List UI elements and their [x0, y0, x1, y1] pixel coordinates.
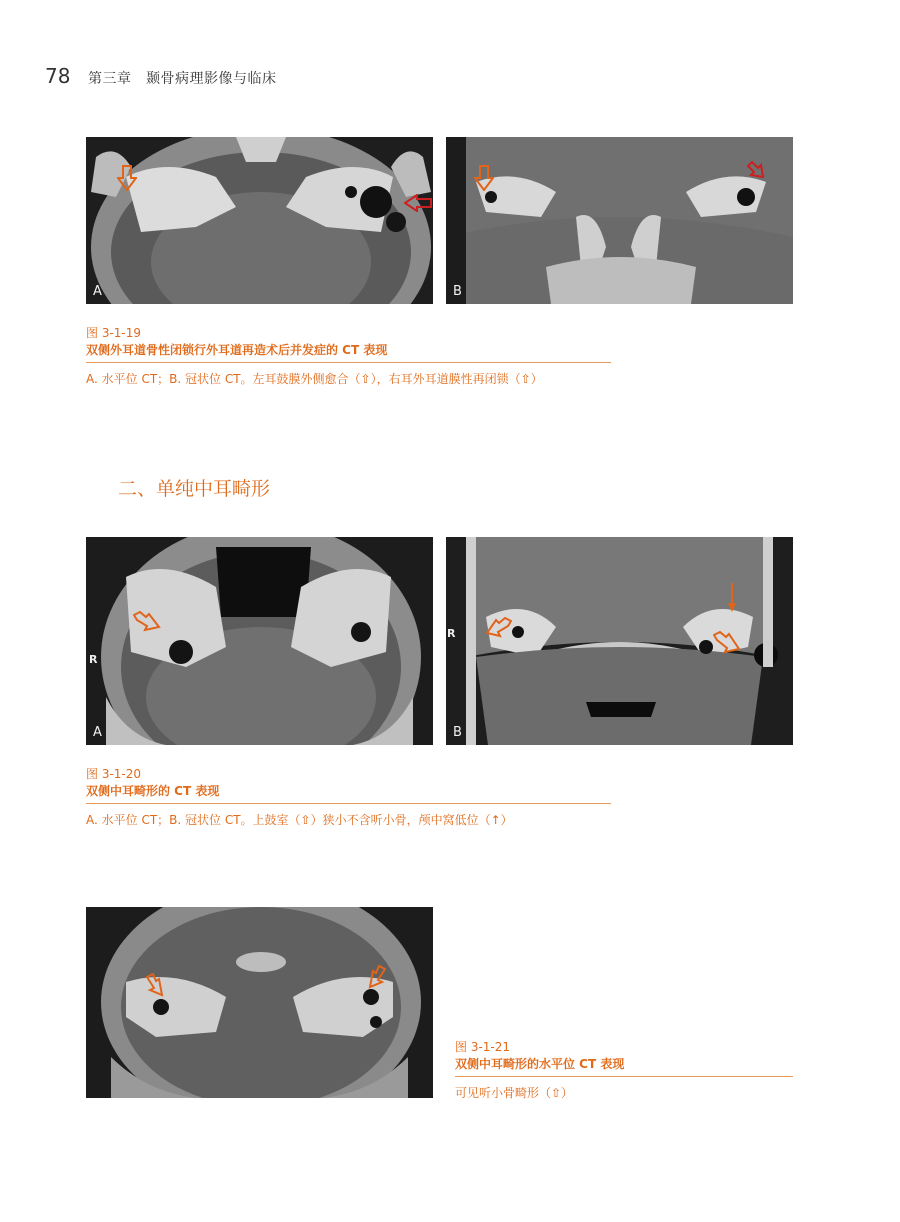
figure-title: 双侧中耳畸形的水平位 CT 表现: [455, 1057, 625, 1071]
hollow-arrow-icon: [474, 165, 494, 191]
ct-axial-image: [86, 907, 433, 1098]
figure-title: 双侧中耳畸形的 CT 表现: [86, 784, 220, 798]
hollow-arrow-icon: [146, 973, 168, 999]
hollow-arrow-icon: [486, 617, 512, 639]
figure-number: 图 3-1-20: [86, 767, 142, 781]
hollow-arrow-icon: [745, 159, 769, 183]
caption-rule: [86, 362, 611, 363]
hollow-arrow-icon: [117, 165, 137, 191]
figure-3-1-19-panel-b: [446, 137, 793, 304]
figure-3-1-21-image: [86, 907, 433, 1098]
panel-label: A: [93, 284, 102, 299]
caption-rule: [455, 1076, 793, 1077]
hollow-arrow-icon: [404, 194, 432, 212]
panel-label: A: [93, 725, 102, 740]
figure-3-1-20-panel-a: [86, 537, 433, 745]
thin-arrow-icon: [727, 583, 737, 613]
panel-label: B: [453, 284, 462, 299]
figure-caption: A. 水平位 CT；B. 冠状位 CT。左耳鼓膜外侧愈合（⇧），右耳外耳道膜性再闭锁（⇧）: [86, 372, 543, 386]
hollow-arrow-icon: [364, 965, 386, 991]
caption-rule: [86, 803, 611, 804]
figure-3-1-20-panel-b: [446, 537, 793, 745]
side-marker: R: [447, 627, 456, 640]
figure-caption: A. 水平位 CT；B. 冠状位 CT。上鼓室（⇧）狭小不含听小骨，颅中窝低位（↑）: [86, 813, 513, 827]
ct-axial-image: [86, 137, 433, 304]
figure-title: 双侧外耳道骨性闭锁行外耳道再造术后并发症的 CT 表现: [86, 343, 388, 357]
figure-3-1-19-panel-a: [86, 137, 433, 304]
page-number: 78: [45, 64, 71, 88]
chapter-title: 第三章 颞骨病理影像与临床: [88, 71, 277, 87]
figure-number: 图 3-1-21: [455, 1040, 511, 1054]
figure-caption: 可见听小骨畸形（⇧）: [455, 1086, 574, 1100]
figure-number: 图 3-1-19: [86, 326, 142, 340]
ct-axial-image: [86, 537, 433, 745]
hollow-arrow-icon: [713, 631, 741, 655]
side-marker: R: [89, 653, 98, 666]
section-heading: 二、单纯中耳畸形: [118, 478, 271, 500]
ct-coronal-image: [446, 137, 793, 304]
hollow-arrow-icon: [133, 611, 161, 633]
panel-label: B: [453, 725, 462, 740]
